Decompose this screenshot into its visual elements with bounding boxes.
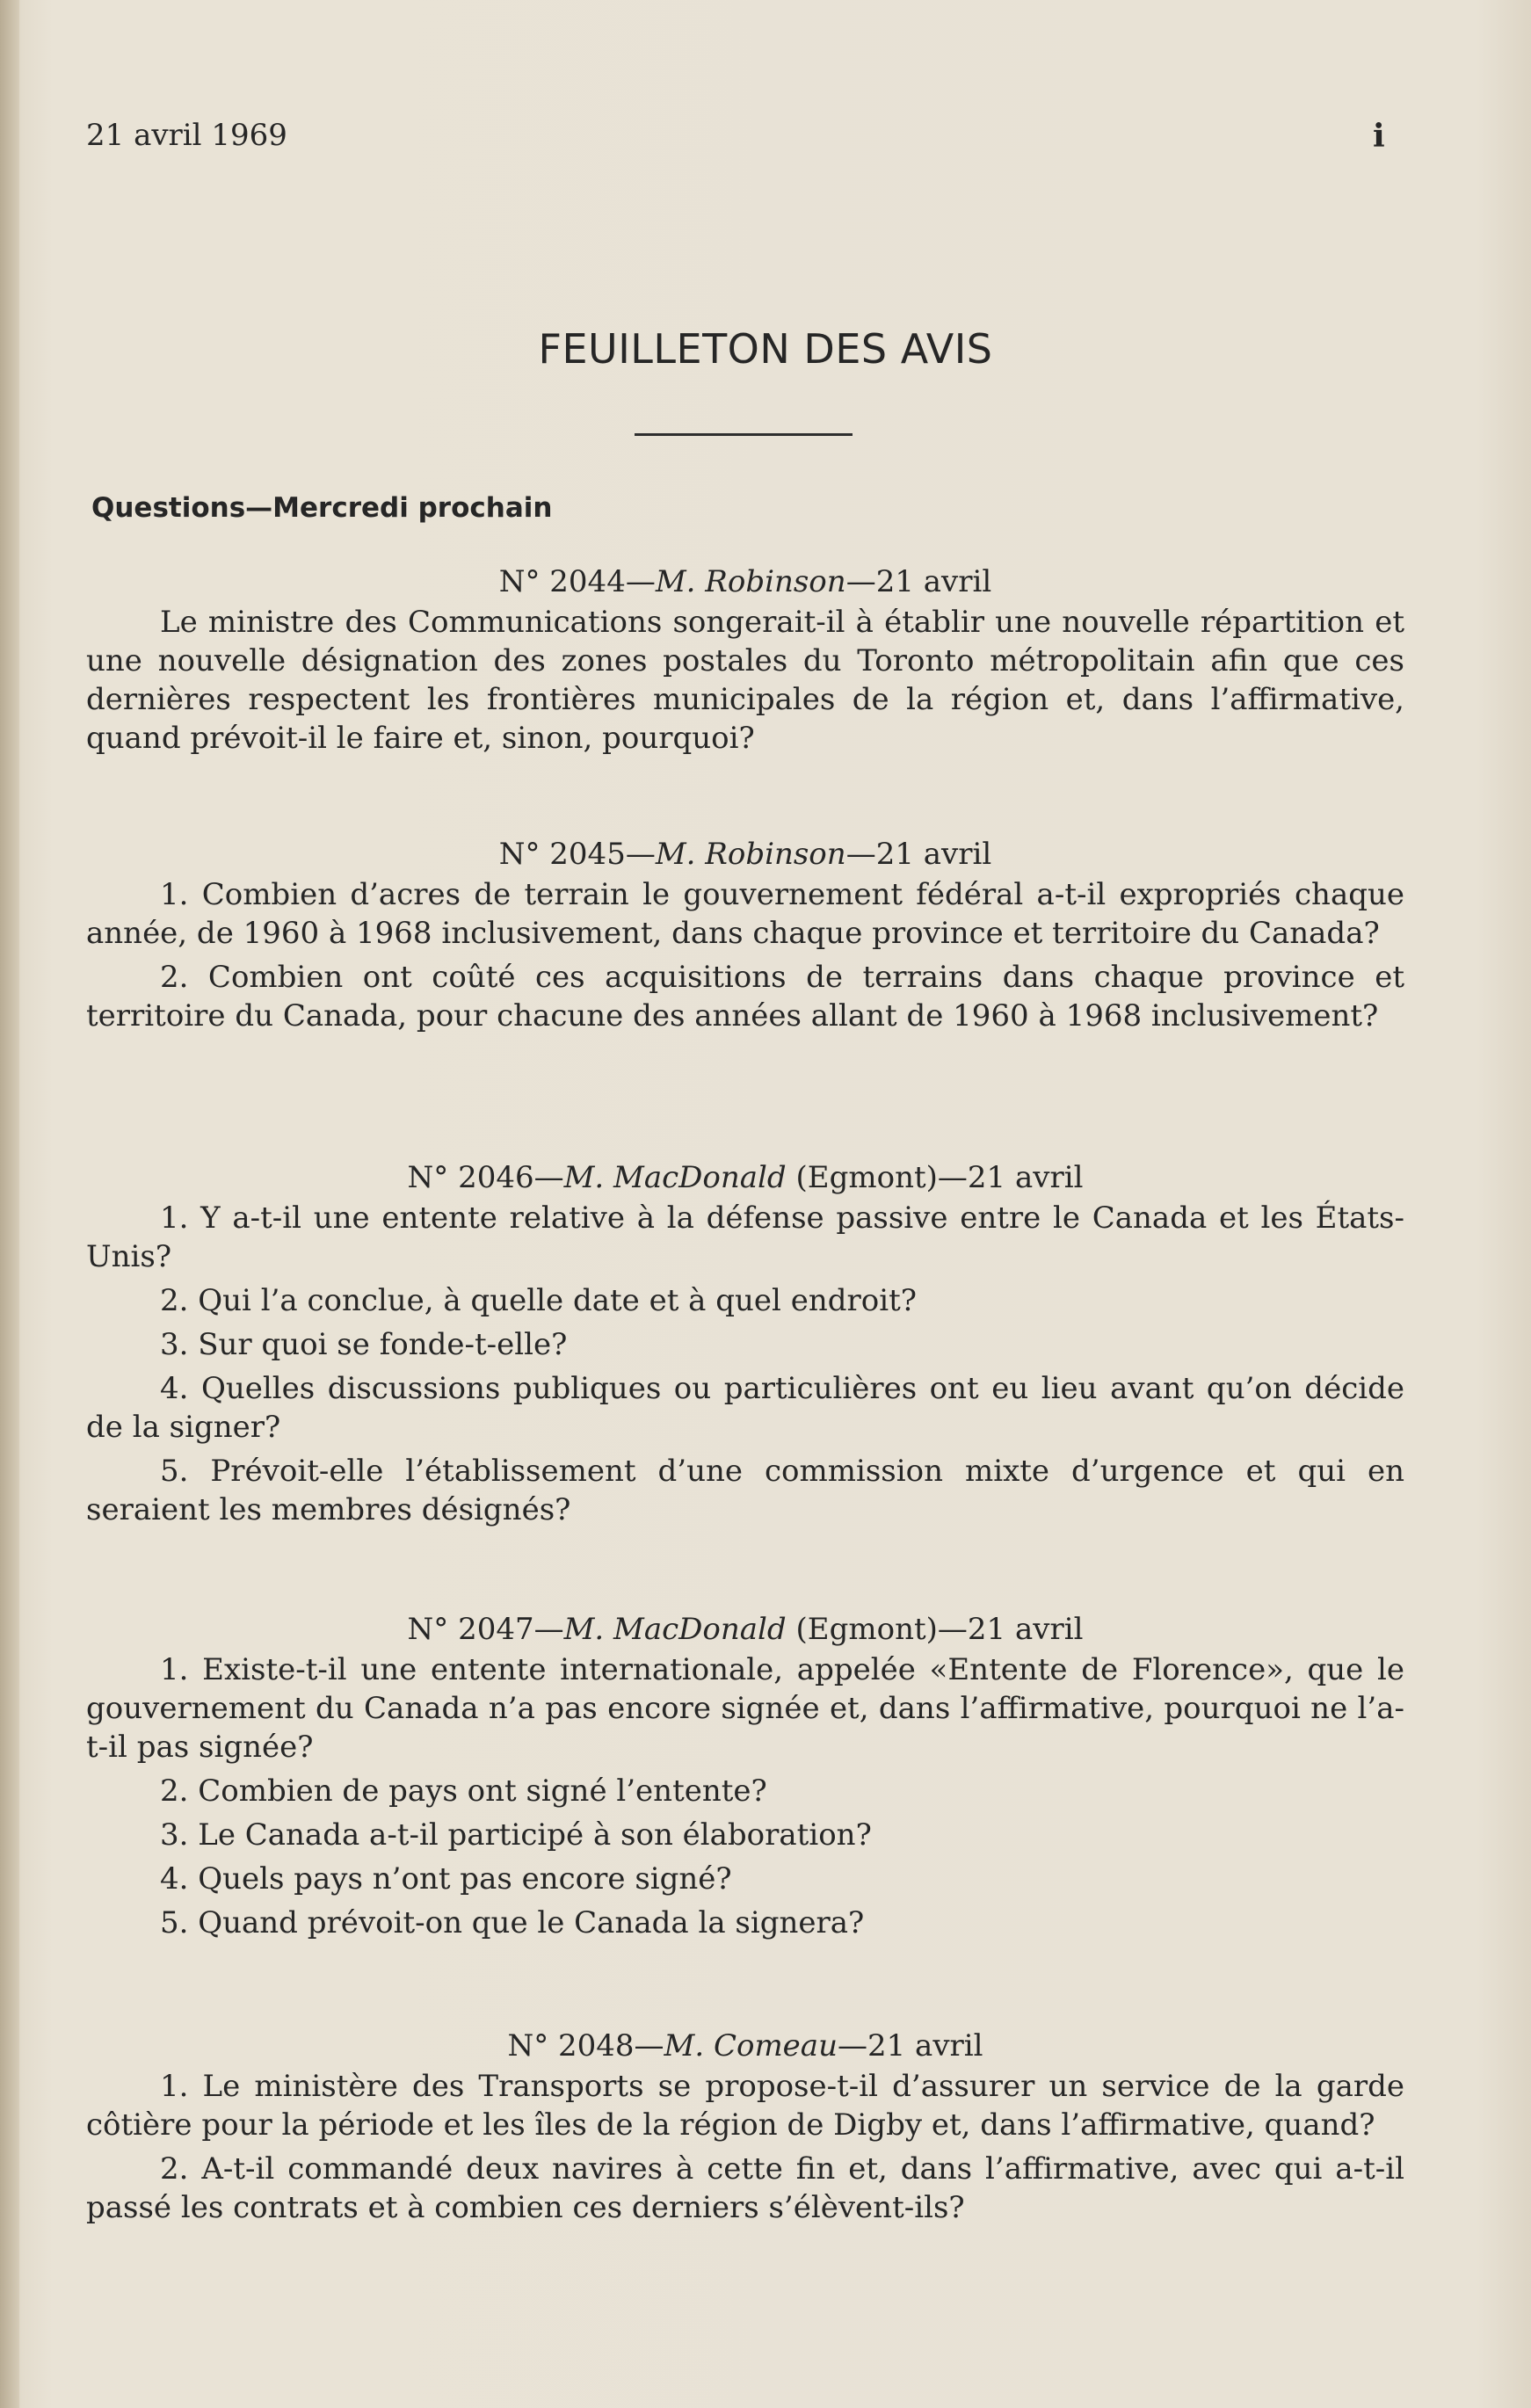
page-title: FEUILLETON DES AVIS xyxy=(538,325,993,373)
question-number: N° 2047— xyxy=(407,1612,564,1647)
question-block xyxy=(86,835,1404,1035)
question-date: —21 avril xyxy=(837,2028,983,2063)
question-date: —21 avril xyxy=(845,564,992,599)
question-paragraph: 4. Quelles discussions publiques ou particulières ont eu lieu avant qu’on décide de la signer? xyxy=(86,1371,1404,1445)
question-block xyxy=(86,2027,1404,2227)
question-paragraph: 1. Existe-t-il une entente internationale, appelée «Entente de Florence», que le gouvernement du Canada n’a pas encore signée et, dans l’affirmative, pourquoi ne l’a-t-il pas signée? xyxy=(86,1652,1404,1765)
question-block xyxy=(86,1158,1404,1529)
question-member: M. Robinson xyxy=(655,837,846,872)
question-date: —21 avril xyxy=(937,1160,1084,1195)
question-paragraph: 5. Prévoit-elle l’établissement d’une commission mixte d’urgence et qui en seraient les membres désignés? xyxy=(86,1454,1404,1527)
question-paragraph: 2. Combien de pays ont signé l’entente? xyxy=(160,1773,767,1809)
question-date: —21 avril xyxy=(845,837,992,872)
question-paragraph: Le ministre des Communications songerait-il à établir une nouvelle répartition et une nouvelle désignation des zones postales du Toronto métropolitain afin que ces dernières respectent les frontières municipales de la région et, dans l’affirmative, quand prévoit-il le faire et, sinon, pourquoi? xyxy=(86,605,1404,756)
page-number: i xyxy=(1373,118,1385,155)
question-paragraph: 5. Quand prévoit-on que le Canada la signera? xyxy=(160,1905,865,1940)
question-heading xyxy=(86,1610,1404,1649)
question-member-suffix: (Egmont) xyxy=(786,1612,938,1647)
question-paragraph: 1. Combien d’acres de terrain le gouvernement fédéral a-t-il expropriés chaque année, de 1960 à 1968 inclusivement, dans chaque province et territoire du Canada? xyxy=(86,877,1404,951)
question-number: N° 2048— xyxy=(507,2028,664,2063)
section-heading: Questions—Mercredi prochain xyxy=(91,492,553,524)
question-member: M. Robinson xyxy=(655,564,846,599)
question-paragraph: 3. Le Canada a-t-il participé à son élaboration? xyxy=(160,1817,872,1853)
question-number: N° 2046— xyxy=(407,1160,564,1195)
question-paragraph: 2. Qui l’a conclue, à quelle date et à quel endroit? xyxy=(160,1283,917,1318)
question-paragraph: 3. Sur quoi se fonde-t-elle? xyxy=(160,1327,568,1362)
question-paragraph: 1. Le ministère des Transports se propose-t-il d’assurer un service de la garde côtière pour la période et les îles de la région de Digby et, dans l’affirmative, quand? xyxy=(86,2069,1404,2143)
question-paragraph: 4. Quels pays n’ont pas encore signé? xyxy=(160,1861,732,1897)
question-number: N° 2045— xyxy=(498,837,656,872)
question-member: M. MacDonald xyxy=(563,1160,787,1195)
question-block xyxy=(86,1610,1404,1942)
question-member: M. MacDonald xyxy=(563,1612,787,1647)
question-block xyxy=(86,562,1404,758)
header-date: 21 avril 1969 xyxy=(86,118,287,153)
question-member-suffix: (Egmont) xyxy=(786,1160,938,1195)
title-divider xyxy=(635,433,853,436)
question-paragraph: 1. Y a-t-il une entente relative à la défense passive entre le Canada et les États-Unis? xyxy=(86,1200,1404,1274)
question-heading xyxy=(86,835,1404,874)
question-heading xyxy=(86,2027,1404,2065)
question-number: N° 2044— xyxy=(498,564,656,599)
question-heading xyxy=(86,562,1404,601)
question-heading xyxy=(86,1158,1404,1197)
question-paragraph: 2. Combien ont coûté ces acquisitions de terrains dans chaque province et territoire du Canada, pour chacune des années allant de 1960 à 1968 inclusivement? xyxy=(86,960,1404,1034)
question-date: —21 avril xyxy=(937,1612,1084,1647)
question-paragraph: 2. A-t-il commandé deux navires à cette fin et, dans l’affirmative, avec qui a-t-il passé les contrats et à combien ces derniers s’élèvent-ils? xyxy=(86,2151,1404,2225)
question-member: M. Comeau xyxy=(664,2028,838,2063)
